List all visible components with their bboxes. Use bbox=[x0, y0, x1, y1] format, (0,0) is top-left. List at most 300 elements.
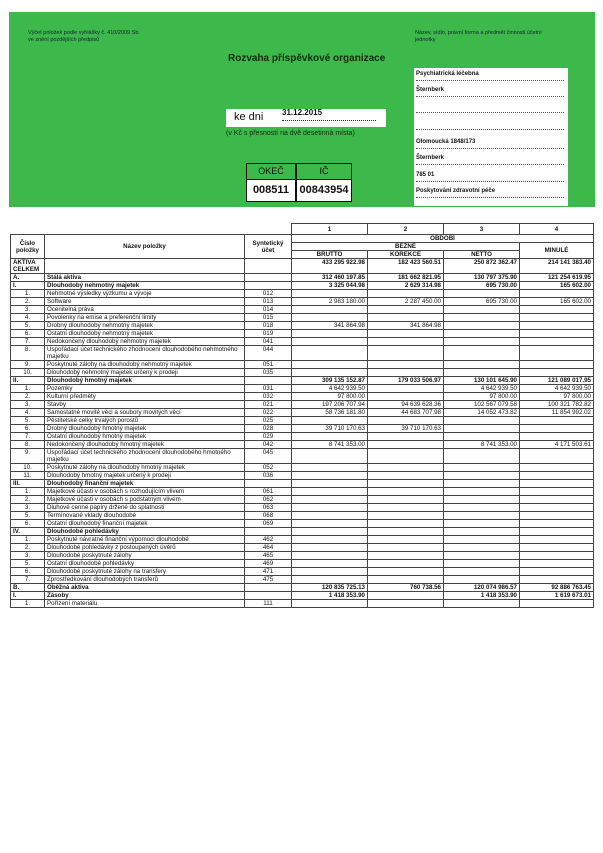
row-number: 4. bbox=[11, 409, 45, 417]
row-name: Dlouhodobý hmotný majetek bbox=[45, 377, 245, 385]
row-brutto: 433 295 922.98 bbox=[292, 259, 368, 274]
row-brutto: 1 418 353.90 bbox=[292, 592, 368, 600]
row-netto: 130 101 645.90 bbox=[444, 377, 520, 385]
row-minule bbox=[520, 480, 594, 488]
row-account: 465 bbox=[245, 552, 292, 560]
row-name: Poskytnuté zálohy na dlouhodobý hmotný majetek bbox=[45, 464, 245, 472]
row-name: Majetkové účasti v osobách s podstatným vlivem bbox=[45, 496, 245, 504]
row-brutto bbox=[292, 472, 368, 480]
table-row bbox=[11, 369, 594, 377]
row-name: Uspořádací účet technického zhodnocení dlouhodobého hmotného majetku bbox=[45, 449, 245, 464]
org-line: 785 01 bbox=[416, 172, 435, 178]
column-number: 4 bbox=[520, 224, 594, 235]
row-netto bbox=[444, 306, 520, 314]
row-netto bbox=[444, 488, 520, 496]
precision-note: (v Kč s přesností na dvě desetinná místa) bbox=[226, 130, 355, 137]
table-row bbox=[11, 536, 594, 544]
table-row bbox=[11, 417, 594, 425]
dotted-line bbox=[416, 71, 564, 81]
row-account: 469 bbox=[245, 560, 292, 568]
row-name: Zprostředkování dlouhodobých transferů bbox=[45, 576, 245, 584]
row-korekce bbox=[368, 472, 444, 480]
row-account bbox=[245, 377, 292, 385]
row-number: IV. bbox=[11, 528, 45, 536]
row-korekce: 94 639 628.36 bbox=[368, 401, 444, 409]
row-korekce bbox=[368, 576, 444, 584]
row-minule: 4 171 503.61 bbox=[520, 441, 594, 449]
row-number: I. bbox=[11, 592, 45, 600]
row-account: 015 bbox=[245, 314, 292, 322]
row-korekce bbox=[368, 536, 444, 544]
row-brutto: 341 864.98 bbox=[292, 322, 368, 330]
row-netto bbox=[444, 512, 520, 520]
row-minule bbox=[520, 568, 594, 576]
row-minule bbox=[520, 330, 594, 338]
row-minule bbox=[520, 472, 594, 480]
row-minule bbox=[520, 576, 594, 584]
row-netto bbox=[444, 528, 520, 536]
dotted-line bbox=[416, 139, 564, 149]
row-account: 062 bbox=[245, 496, 292, 504]
row-minule bbox=[520, 504, 594, 512]
row-number: 6. bbox=[11, 330, 45, 338]
row-number: 2. bbox=[11, 496, 45, 504]
row-korekce bbox=[368, 568, 444, 576]
row-brutto: 312 460 197.85 bbox=[292, 274, 368, 282]
row-number: 5. bbox=[11, 417, 45, 425]
table-row bbox=[11, 512, 594, 520]
table-row bbox=[11, 282, 594, 290]
table-row bbox=[11, 290, 594, 298]
row-netto bbox=[444, 338, 520, 346]
row-brutto bbox=[292, 576, 368, 584]
row-minule: 97 800.00 bbox=[520, 393, 594, 401]
row-account: 022 bbox=[245, 409, 292, 417]
date-box bbox=[226, 109, 386, 127]
header-bezne: BĚŽNÉ bbox=[292, 243, 520, 251]
row-brutto: 97 800.00 bbox=[292, 393, 368, 401]
okec-value: 008511 bbox=[246, 179, 296, 202]
row-account: 464 bbox=[245, 544, 292, 552]
table-row bbox=[11, 600, 594, 608]
row-number: 5. bbox=[11, 322, 45, 330]
row-minule bbox=[520, 560, 594, 568]
row-account: 045 bbox=[245, 449, 292, 464]
row-minule: 4 642 939.50 bbox=[520, 385, 594, 393]
row-netto: 120 074 986.57 bbox=[444, 584, 520, 592]
row-account bbox=[245, 528, 292, 536]
row-brutto bbox=[292, 480, 368, 488]
row-netto bbox=[444, 504, 520, 512]
row-name: Dlouhodobé poskytnuté zálohy na transfery bbox=[45, 568, 245, 576]
row-minule bbox=[520, 528, 594, 536]
row-brutto bbox=[292, 568, 368, 576]
table-row bbox=[11, 568, 594, 576]
row-brutto bbox=[292, 306, 368, 314]
row-minule bbox=[520, 544, 594, 552]
row-name bbox=[45, 259, 245, 274]
column-number: 1 bbox=[292, 224, 368, 235]
table-row bbox=[11, 552, 594, 560]
row-minule bbox=[520, 369, 594, 377]
table-row bbox=[11, 361, 594, 369]
row-brutto: 3 325 044.98 bbox=[292, 282, 368, 290]
row-korekce bbox=[368, 361, 444, 369]
row-brutto bbox=[292, 520, 368, 528]
row-korekce bbox=[368, 290, 444, 298]
row-korekce bbox=[368, 369, 444, 377]
row-number: 1. bbox=[11, 385, 45, 393]
table-row bbox=[11, 306, 594, 314]
row-brutto bbox=[292, 488, 368, 496]
table-row bbox=[11, 464, 594, 472]
table-row bbox=[11, 472, 594, 480]
row-netto: 250 872 362.47 bbox=[444, 259, 520, 274]
row-minule bbox=[520, 322, 594, 330]
row-minule bbox=[520, 464, 594, 472]
row-korekce bbox=[368, 560, 444, 568]
row-account: 471 bbox=[245, 568, 292, 576]
row-name: Ostatní dlouhodobý hmotný majetek bbox=[45, 433, 245, 441]
row-number: 7. bbox=[11, 576, 45, 584]
row-account bbox=[245, 259, 292, 274]
row-name: Dlouhodobý finanční majetek bbox=[45, 480, 245, 488]
row-netto: 102 567 079.58 bbox=[444, 401, 520, 409]
row-name: Pořízení materiálu bbox=[45, 600, 245, 608]
row-korekce: 179 033 506.97 bbox=[368, 377, 444, 385]
row-netto bbox=[444, 568, 520, 576]
row-minule bbox=[520, 552, 594, 560]
row-account bbox=[245, 274, 292, 282]
row-number: 7. bbox=[11, 433, 45, 441]
row-brutto: 39 710 170.63 bbox=[292, 425, 368, 433]
row-korekce bbox=[368, 496, 444, 504]
row-account bbox=[245, 584, 292, 592]
table-row bbox=[11, 259, 594, 274]
page-title: Rozvaha příspěvkové organizace bbox=[228, 53, 386, 64]
row-name: Dlouhodobý nehmotný majetek určený k prodeji bbox=[45, 369, 245, 377]
row-minule bbox=[520, 449, 594, 464]
row-account: 069 bbox=[245, 520, 292, 528]
row-number: 6. bbox=[11, 425, 45, 433]
row-number: 6. bbox=[11, 520, 45, 528]
row-korekce: 760 738.56 bbox=[368, 584, 444, 592]
row-brutto bbox=[292, 464, 368, 472]
row-netto bbox=[444, 330, 520, 338]
row-name: Poskytnuté návratné finanční výpomoci dlouhodobé bbox=[45, 536, 245, 544]
row-number: 3. bbox=[11, 306, 45, 314]
row-brutto bbox=[292, 346, 368, 361]
row-number: 6. bbox=[11, 568, 45, 576]
row-minule: 100 321 782.82 bbox=[520, 401, 594, 409]
row-name: Uspořádací účet technického zhodnocení dlouhodobého nehmotného majetku bbox=[45, 346, 245, 361]
row-account: 052 bbox=[245, 464, 292, 472]
row-account: 018 bbox=[245, 322, 292, 330]
row-minule bbox=[520, 361, 594, 369]
dotted-line bbox=[416, 120, 564, 130]
row-number: 9. bbox=[11, 361, 45, 369]
table-row bbox=[11, 274, 594, 282]
table-row bbox=[11, 576, 594, 584]
row-name: Stálá aktiva bbox=[45, 274, 245, 282]
row-name: Poskytnuté zálohy na dlouhodobý nehmotný majetek bbox=[45, 361, 245, 369]
row-account: 012 bbox=[245, 290, 292, 298]
row-minule bbox=[520, 433, 594, 441]
row-korekce bbox=[368, 338, 444, 346]
row-brutto bbox=[292, 369, 368, 377]
row-number: 1. bbox=[11, 536, 45, 544]
row-brutto: 120 835 725.13 bbox=[292, 584, 368, 592]
table-row bbox=[11, 393, 594, 401]
row-netto bbox=[444, 552, 520, 560]
header-row bbox=[11, 235, 594, 243]
org-line: Psychiatrická léčebna bbox=[416, 71, 479, 77]
table-row bbox=[11, 441, 594, 449]
row-name: Ostatní dlouhodobý nehmotný majetek bbox=[45, 330, 245, 338]
entity-note: Název, sídlo, právní forma a předmět činnosti účetní jednotky bbox=[415, 30, 542, 43]
row-korekce bbox=[368, 417, 444, 425]
row-account: 475 bbox=[245, 576, 292, 584]
row-netto bbox=[444, 425, 520, 433]
row-name: Dluhové cenné papíry držené do splatnosti bbox=[45, 504, 245, 512]
table-row bbox=[11, 409, 594, 417]
row-minule: 121 089 017.95 bbox=[520, 377, 594, 385]
row-number: 10. bbox=[11, 464, 45, 472]
row-korekce: 44 683 707.98 bbox=[368, 409, 444, 417]
row-name: Drobný dlouhodobý nehmotný majetek bbox=[45, 322, 245, 330]
row-netto bbox=[444, 346, 520, 361]
row-korekce bbox=[368, 385, 444, 393]
row-netto: 14 052 473.82 bbox=[444, 409, 520, 417]
row-korekce bbox=[368, 592, 444, 600]
header-cislo: Číslo položky bbox=[11, 235, 45, 259]
row-minule bbox=[520, 496, 594, 504]
row-minule bbox=[520, 488, 594, 496]
column-number: 2 bbox=[368, 224, 444, 235]
header-nazev: Název položky bbox=[45, 235, 245, 259]
row-name: Samostatné movité věci a soubory movitých věcí bbox=[45, 409, 245, 417]
row-name: Oběžná aktiva bbox=[45, 584, 245, 592]
row-korekce bbox=[368, 464, 444, 472]
row-netto bbox=[444, 536, 520, 544]
row-netto: 4 642 939.50 bbox=[444, 385, 520, 393]
table-row bbox=[11, 560, 594, 568]
row-korekce bbox=[368, 393, 444, 401]
row-brutto bbox=[292, 361, 368, 369]
row-account: 068 bbox=[245, 512, 292, 520]
row-netto bbox=[444, 433, 520, 441]
row-brutto: 58 736 181.80 bbox=[292, 409, 368, 417]
table-row bbox=[11, 496, 594, 504]
row-minule bbox=[520, 600, 594, 608]
balance-sheet bbox=[10, 223, 593, 608]
row-brutto bbox=[292, 512, 368, 520]
header-minule: MINULÉ bbox=[520, 243, 594, 259]
row-number: 5. bbox=[11, 512, 45, 520]
row-netto bbox=[444, 480, 520, 488]
row-number: B. bbox=[11, 584, 45, 592]
dotted-line bbox=[416, 155, 564, 165]
row-name: Kulturní předměty bbox=[45, 393, 245, 401]
row-minule: 165 602.00 bbox=[520, 282, 594, 290]
table-row bbox=[11, 425, 594, 433]
row-account: 051 bbox=[245, 361, 292, 369]
row-number: 3. bbox=[11, 552, 45, 560]
row-name: Termínované vklady dlouhodobé bbox=[45, 512, 245, 520]
table-row bbox=[11, 298, 594, 306]
row-korekce bbox=[368, 528, 444, 536]
row-netto bbox=[444, 600, 520, 608]
row-korekce: 182 423 560.51 bbox=[368, 259, 444, 274]
row-minule bbox=[520, 306, 594, 314]
row-netto: 695 730.00 bbox=[444, 282, 520, 290]
row-number: II. bbox=[11, 377, 45, 385]
table-row bbox=[11, 488, 594, 496]
row-name: Majetkové účasti v osobách s rozhodujícím vlivem bbox=[45, 488, 245, 496]
balance-table bbox=[10, 223, 594, 608]
row-account bbox=[245, 282, 292, 290]
row-brutto bbox=[292, 417, 368, 425]
table-row bbox=[11, 584, 594, 592]
row-netto bbox=[444, 560, 520, 568]
row-name: Ocenitelná práva bbox=[45, 306, 245, 314]
row-number: 3. bbox=[11, 504, 45, 512]
row-minule bbox=[520, 290, 594, 298]
row-minule bbox=[520, 338, 594, 346]
row-minule: 214 141 383.40 bbox=[520, 259, 594, 274]
table-row bbox=[11, 544, 594, 552]
row-account: 014 bbox=[245, 306, 292, 314]
row-netto bbox=[444, 496, 520, 504]
row-korekce bbox=[368, 504, 444, 512]
row-account bbox=[245, 592, 292, 600]
row-brutto: 8 741 353.00 bbox=[292, 441, 368, 449]
date-value: 31.12.2015 bbox=[282, 108, 323, 117]
table-row bbox=[11, 449, 594, 464]
row-korekce bbox=[368, 544, 444, 552]
row-account: 032 bbox=[245, 393, 292, 401]
row-name: Zásoby bbox=[45, 592, 245, 600]
row-account: 021 bbox=[245, 401, 292, 409]
table-row bbox=[11, 338, 594, 346]
ic-label: IČ bbox=[296, 163, 352, 180]
table-row bbox=[11, 346, 594, 361]
row-number: 5. bbox=[11, 560, 45, 568]
row-korekce bbox=[368, 441, 444, 449]
row-minule bbox=[520, 520, 594, 528]
row-number: 9. bbox=[11, 449, 45, 464]
row-netto bbox=[444, 417, 520, 425]
row-account: 061 bbox=[245, 488, 292, 496]
dotted-line bbox=[282, 120, 376, 121]
row-netto bbox=[444, 322, 520, 330]
row-name: Dlouhodobý nehmotný majetek bbox=[45, 282, 245, 290]
row-name: Pěstitelské celky trvalých porostů bbox=[45, 417, 245, 425]
row-minule bbox=[520, 314, 594, 322]
table-row bbox=[11, 401, 594, 409]
row-minule bbox=[520, 425, 594, 433]
row-brutto bbox=[292, 544, 368, 552]
row-korekce: 341 864.98 bbox=[368, 322, 444, 330]
row-number: 10. bbox=[11, 369, 45, 377]
row-netto bbox=[444, 520, 520, 528]
row-netto bbox=[444, 464, 520, 472]
row-netto bbox=[444, 369, 520, 377]
table-row bbox=[11, 377, 594, 385]
okec-label: OKEČ bbox=[246, 163, 296, 180]
row-brutto bbox=[292, 496, 368, 504]
row-korekce bbox=[368, 512, 444, 520]
table-row bbox=[11, 385, 594, 393]
row-brutto bbox=[292, 528, 368, 536]
header-netto: NETTO bbox=[444, 251, 520, 259]
row-brutto bbox=[292, 560, 368, 568]
row-brutto bbox=[292, 552, 368, 560]
row-korekce bbox=[368, 314, 444, 322]
table-row bbox=[11, 433, 594, 441]
row-name: Dlouhodobé pohledávky z postoupených úvěrů bbox=[45, 544, 245, 552]
row-number: 1. bbox=[11, 600, 45, 608]
row-account: 029 bbox=[245, 433, 292, 441]
row-name: Nedokončený dlouhodobý hmotný majetek bbox=[45, 441, 245, 449]
row-netto bbox=[444, 449, 520, 464]
row-korekce bbox=[368, 330, 444, 338]
row-brutto bbox=[292, 449, 368, 464]
row-account: 063 bbox=[245, 504, 292, 512]
column-number-row bbox=[11, 224, 594, 235]
table-row bbox=[11, 480, 594, 488]
row-name: Drobný dlouhodobý hmotný majetek bbox=[45, 425, 245, 433]
row-name: Povolenky na emise a preferenční limity bbox=[45, 314, 245, 322]
row-account: 036 bbox=[245, 472, 292, 480]
row-minule bbox=[520, 536, 594, 544]
row-brutto bbox=[292, 600, 368, 608]
table-row bbox=[11, 504, 594, 512]
row-korekce: 2 629 314.98 bbox=[368, 282, 444, 290]
row-korekce: 39 710 170.63 bbox=[368, 425, 444, 433]
row-name: Nehmotné výsledky výzkumu a vývoje bbox=[45, 290, 245, 298]
row-account: 035 bbox=[245, 369, 292, 377]
row-brutto bbox=[292, 330, 368, 338]
org-line: Šternberk bbox=[416, 155, 445, 161]
row-brutto: 309 135 152.87 bbox=[292, 377, 368, 385]
row-account: 031 bbox=[245, 385, 292, 393]
row-number: 2. bbox=[11, 298, 45, 306]
header-brutto: BRUTTO bbox=[292, 251, 368, 259]
row-number: A. bbox=[11, 274, 45, 282]
row-korekce bbox=[368, 433, 444, 441]
row-korekce bbox=[368, 520, 444, 528]
row-number: 7. bbox=[11, 338, 45, 346]
row-korekce bbox=[368, 480, 444, 488]
row-netto bbox=[444, 314, 520, 322]
row-account: 042 bbox=[245, 441, 292, 449]
row-netto: 1 418 353.90 bbox=[444, 592, 520, 600]
row-number: 2. bbox=[11, 393, 45, 401]
row-minule: 11 854 992.02 bbox=[520, 409, 594, 417]
row-netto bbox=[444, 472, 520, 480]
header-korekce: KOREKCE bbox=[368, 251, 444, 259]
code-boxes bbox=[246, 163, 352, 202]
row-number: III. bbox=[11, 480, 45, 488]
table-row bbox=[11, 528, 594, 536]
header-synteticky: Syntetický účet bbox=[245, 235, 292, 259]
row-korekce bbox=[368, 488, 444, 496]
dotted-line bbox=[416, 172, 564, 182]
row-netto: 8 741 353.00 bbox=[444, 441, 520, 449]
row-korekce bbox=[368, 600, 444, 608]
row-account: 041 bbox=[245, 338, 292, 346]
